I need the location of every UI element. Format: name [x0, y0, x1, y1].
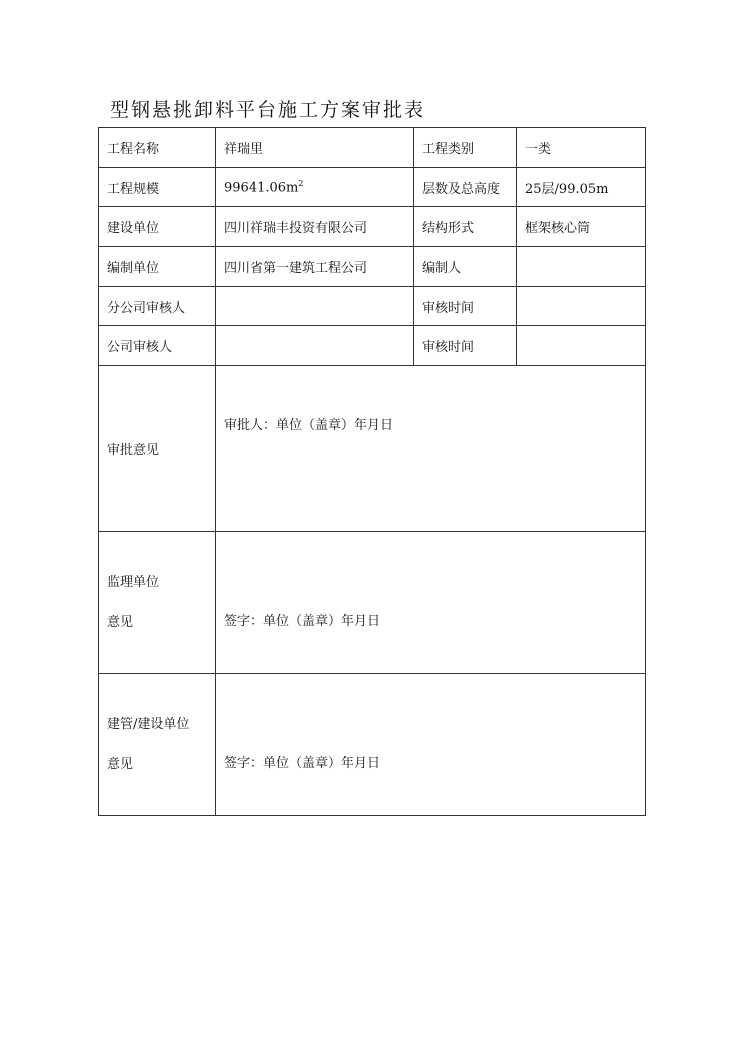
field-owner-opinion — [216, 674, 646, 816]
label-structure-type: 结构形式 — [414, 207, 517, 247]
unit-superscript: 2 — [298, 178, 304, 188]
label-floors-height: 层数及总高度 — [414, 167, 517, 207]
label-compiling-unit: 编制单位 — [99, 247, 216, 287]
value-floors-height: 25层/99.05m — [517, 167, 646, 207]
row-construction-unit — [99, 207, 646, 247]
value-construction-unit: 四川祥瑞丰投资有限公司 — [216, 207, 414, 247]
page-title: 型钢悬挑卸料平台施工方案审批表 — [110, 99, 426, 121]
row-owner-opinion — [99, 674, 646, 816]
field-supervision-opinion — [216, 532, 646, 674]
label-compiler: 编制人 — [414, 247, 517, 287]
value-compiling-unit: 四川省第一建筑工程公司 — [216, 247, 414, 287]
row-approval-opinion — [99, 366, 646, 532]
value-project-category: 一类 — [517, 128, 646, 168]
value-review-time-1 — [517, 286, 646, 326]
label-owner-opinion: 建管/建设单位 意见 — [99, 674, 216, 816]
label-project-category: 工程类别 — [414, 128, 517, 168]
label-review-time-1: 审核时间 — [414, 286, 517, 326]
row-branch-reviewer — [99, 286, 646, 326]
row-project-name — [99, 128, 646, 168]
label-review-time-2: 审核时间 — [414, 326, 517, 366]
supervision-signature-line: 签字：单位（盖章）年月日 — [224, 614, 381, 630]
value-project-name: 祥瑞里 — [216, 128, 414, 168]
approval-signature-line: 审批人：单位（盖章）年月日 — [224, 418, 394, 434]
label-construction-unit: 建设单位 — [99, 207, 216, 247]
field-approval-opinion — [216, 366, 646, 532]
value-branch-reviewer — [216, 286, 414, 326]
label-approval-opinion: 审批意见 — [99, 366, 216, 532]
value-compiler — [517, 247, 646, 287]
label-project-name: 工程名称 — [99, 128, 216, 168]
label-company-reviewer: 公司审核人 — [99, 326, 216, 366]
row-supervision-opinion — [99, 532, 646, 674]
label-project-scale: 工程规模 — [99, 167, 216, 207]
row-company-reviewer — [99, 326, 646, 366]
label-branch-reviewer: 分公司审核人 — [99, 286, 216, 326]
label-supervision-opinion: 监理单位 意见 — [99, 532, 216, 674]
row-compiling-unit — [99, 247, 646, 287]
row-project-scale — [99, 167, 646, 207]
approval-form-table — [98, 127, 646, 816]
value-project-scale: $99641.06m^2$ — [216, 167, 414, 207]
value-review-time-2 — [517, 326, 646, 366]
value-company-reviewer — [216, 326, 414, 366]
value-structure-type: 框架核心筒 — [517, 207, 646, 247]
owner-signature-line: 签字：单位（盖章）年月日 — [224, 756, 381, 772]
